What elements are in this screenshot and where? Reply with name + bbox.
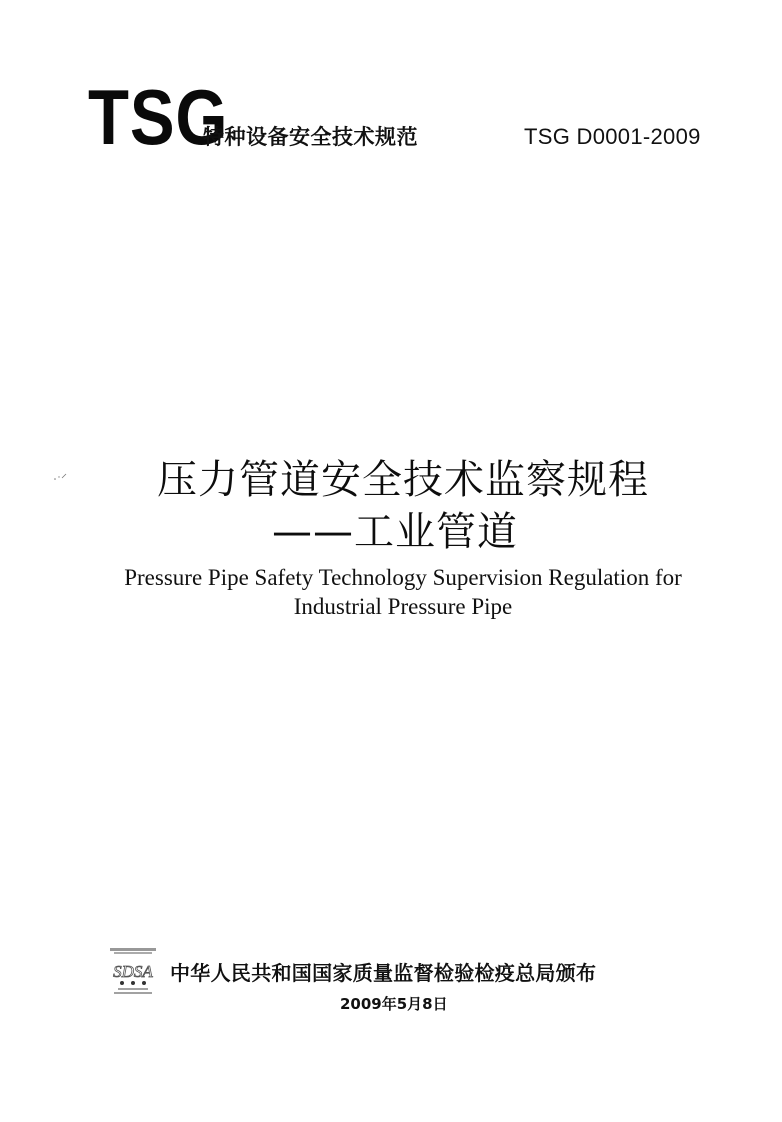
- publisher-name: 中华人民共和国国家质量监督检验检疫总局颁布: [170, 961, 597, 985]
- series-name: 特种设备安全技术规范: [203, 125, 418, 149]
- title-chinese-line-2: ——工业管道: [272, 509, 518, 555]
- standard-number: TSG D0001-2009: [524, 124, 701, 149]
- tsg-logo: TSG: [88, 73, 229, 161]
- title-english-line-2: Industrial Pressure Pipe: [293, 594, 513, 619]
- publication-date: 2009年5月8日: [340, 995, 448, 1013]
- svg-text:SDSA: SDSA: [113, 962, 153, 981]
- publisher-seal-logo: [104, 944, 162, 1000]
- title-english-line-1: Pressure Pipe Safety Technology Supervision Regulation for: [124, 565, 682, 590]
- title-chinese-line-1: 压力管道安全技术监察规程: [157, 457, 649, 503]
